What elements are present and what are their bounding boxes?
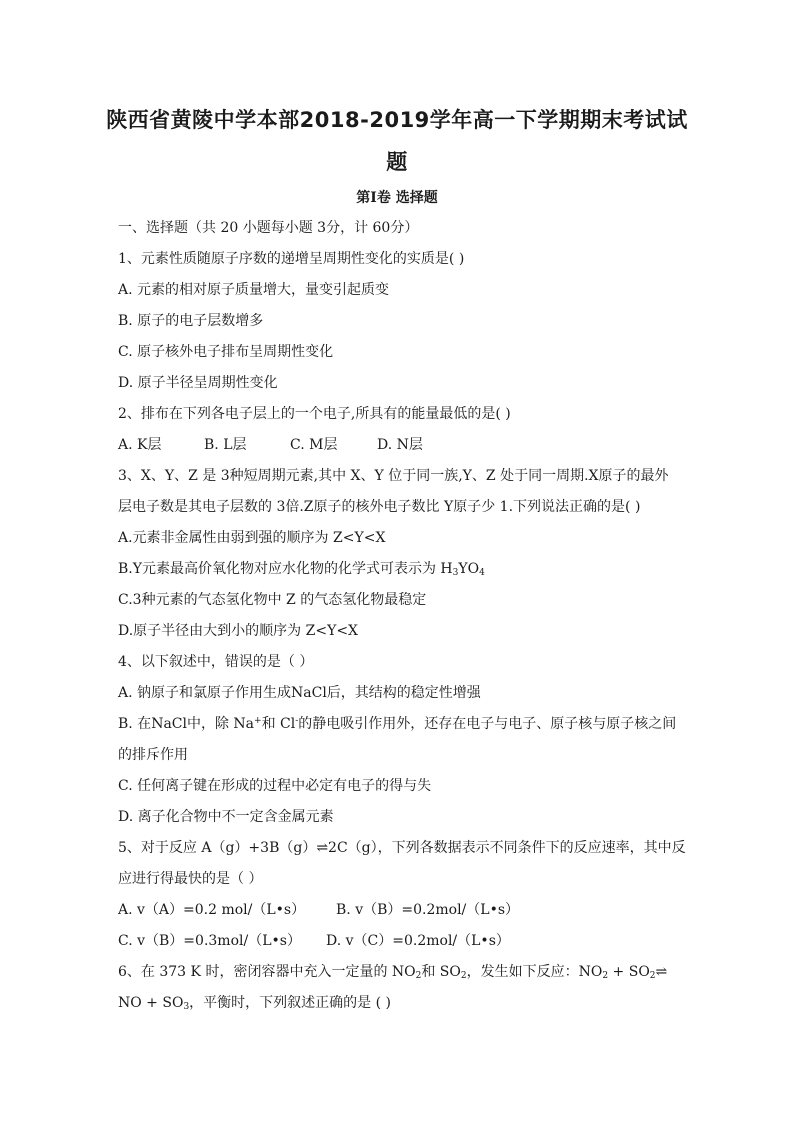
question-2-stem: 2、排布在下列各电子层上的一个电子,所具有的能量最低的是( ) — [118, 406, 511, 422]
question-5-option-b: B. v（B）=0.2mol/（L•s） — [336, 902, 520, 918]
question-1-option-b: B. 原子的电子层数增多 — [118, 313, 264, 329]
question-4-option-b-text-post: 的静电吸引作用外，还存在电子与电子、原子核与原子核之间 — [298, 716, 677, 732]
question-3-option-b-formula: YO — [458, 561, 480, 577]
question-5-options-row1 — [118, 898, 678, 929]
subscript: 2 — [415, 971, 422, 981]
question-1-stem: 1、元素性质随原子序数的递增呈周期性变化的实质是( ) — [118, 251, 465, 267]
question-4-option-b-text: B. 在NaCl中，除 Na — [118, 716, 255, 732]
question-4-option-b-line2: 的排斥作用 — [118, 747, 188, 763]
question-6-stem-text: ，发生如下反应：NO — [466, 964, 603, 980]
question-2-option-b: B. L层 — [204, 437, 247, 453]
question-6-stem-text: ，平衡时，下列叙述正确的是 ( ) — [189, 995, 391, 1011]
question-5-stem-line2: 应进行得最快的是（ ） — [118, 871, 263, 887]
question-5-option-c: C. v（B）=0.3mol/（L•s） — [118, 933, 301, 949]
question-4-option-b-text-mid: 和 Cl — [261, 716, 296, 732]
question-4-option-d: D. 离子化合物中不一定含金属元素 — [118, 809, 334, 825]
question-3-option-a: A.元素非金属性由弱到强的顺序为 Z<Y<X — [118, 530, 386, 546]
question-4-stem: 4、以下叙述中，错误的是（ ） — [118, 654, 314, 670]
question-3-stem-line1: 3、X、Y、Z 是 3种短周期元素,其中 X、Y 位于同一族,Y、Z 处于同一周期.X原子的最外 — [118, 468, 669, 484]
question-6-stem-text: NO + SO — [118, 995, 184, 1011]
subscript: 2 — [649, 971, 656, 981]
question-4-option-b-line1 — [118, 712, 678, 743]
document-title-line1: 陕西省黄陵中学本部2018-2019学年高一下学期期末考试试 — [106, 108, 688, 132]
question-2-options — [118, 433, 678, 464]
subscript: 4 — [479, 568, 485, 578]
question-6-stem-text: ⇌ — [655, 964, 668, 980]
question-6-stem-text: 6、在 373 K 时，密闭容器中充入一定量的 NO — [118, 964, 416, 980]
question-3-option-d: D.原子半径由大到小的顺序为 Z<Y<X — [118, 623, 359, 639]
subscript: 3 — [183, 1002, 190, 1012]
question-6-stem-line2 — [118, 991, 678, 1022]
question-3-option-c: C.3种元素的气态氢化物中 Z 的气态氢化物最稳定 — [118, 592, 427, 608]
question-1-option-a: A. 元素的相对原子质量增大，量变引起质变 — [118, 282, 390, 298]
question-1-option-c: C. 原子核外电子排布呈周期性变化 — [118, 344, 334, 360]
subscript: 3 — [452, 568, 459, 578]
question-list — [118, 216, 686, 1022]
subscript: 2 — [602, 971, 609, 981]
question-5-stem-line1: 5、对于反应 A（g）+3B（g）⇌2C（g），下列各数据表示不同条件下的反应速率，其中反 — [118, 840, 686, 856]
question-6-stem-line1 — [118, 960, 678, 991]
question-2-option-a: A. K层 — [118, 437, 162, 453]
superscript: - — [295, 716, 299, 726]
question-3-option-b-text: B.Y元素最高价氧化物对应水化物的化学式可表示为 H — [118, 561, 453, 577]
question-2-option-d: D. N层 — [377, 437, 423, 453]
question-1-option-d: D. 原子半径呈周期性变化 — [118, 375, 278, 391]
question-2-option-c: C. M层 — [290, 437, 338, 453]
superscript: + — [254, 716, 262, 726]
section-title: 第Ⅰ卷 选择题 — [356, 190, 438, 206]
document-title-line2: 题 — [386, 150, 408, 174]
question-6-stem-text: 和 SO — [421, 964, 461, 980]
section-description: 一、选择题（共 20 小题每小题 3分，计 60分） — [118, 220, 419, 236]
question-5-option-d: D. v（C）=0.2mol/（L•s） — [326, 933, 510, 949]
question-3-option-b — [118, 557, 678, 588]
subscript: 2 — [460, 971, 467, 981]
question-5-options-row2 — [118, 929, 678, 960]
question-3-stem-line2: 层电子数是其电子层数的 3倍.Z原子的核外电子数比 Y原子少 1.下列说法正确的是( ) — [118, 499, 641, 515]
question-5-option-a: A. v（A）=0.2 mol/（L•s） — [118, 902, 306, 918]
question-4-option-a: A. 钠原子和氯原子作用生成NaCl后，其结构的稳定性增强 — [118, 685, 481, 701]
question-4-option-c: C. 任何离子键在形成的过程中必定有电子的得与失 — [118, 778, 432, 794]
question-6-stem-text: + SO — [608, 964, 650, 980]
